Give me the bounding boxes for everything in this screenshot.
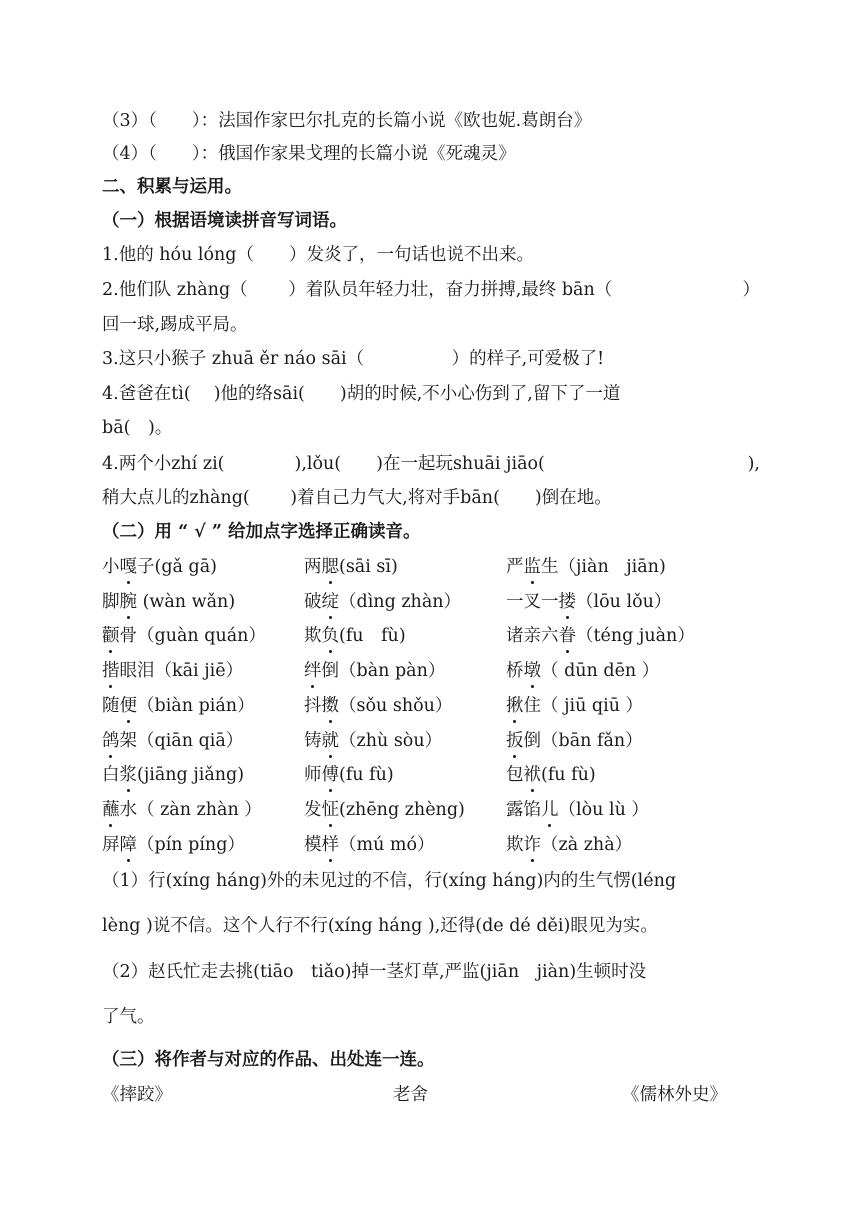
dotted-character: 障	[119, 835, 137, 855]
dotted-character: 扳	[506, 731, 524, 751]
grid-item-reading-options: 架（qiān qiā）	[119, 731, 244, 751]
dotted-character: 擞	[321, 696, 339, 716]
dotted-character: 负	[321, 626, 339, 646]
grid-item-reading-options: （biàn pián）	[137, 696, 255, 716]
grid-item-prefix: 脚	[102, 592, 120, 612]
grid-item-prefix: 破	[304, 592, 322, 612]
grid-item-reading-options: （dìng zhàn）	[339, 592, 462, 612]
grid-item	[304, 590, 461, 614]
dotted-character: 鸽	[102, 731, 120, 751]
question-3: （3）（ ）：法国作家巴尔扎克的长篇小说《欧也妮.葛朗台》	[102, 111, 592, 131]
grid-item-reading-options: （lòu lù ）	[558, 800, 649, 820]
sentence-5-text: 4.两个小zhí zi( ),lǒu( )在一起玩shuāi jiāo(	[102, 454, 545, 474]
grid-item	[506, 833, 632, 857]
grid-item	[102, 659, 243, 683]
grid-item-reading-options: （zhù sòu）	[339, 731, 443, 751]
sentence-5-line-1	[102, 452, 760, 476]
grid-item-prefix: 抖	[304, 696, 322, 716]
grid-item	[102, 555, 217, 579]
grid-item	[102, 590, 235, 614]
grid-item	[304, 798, 465, 822]
part-2-heading: （二）用 “ √ ” 给加点字选择正确读音。	[102, 522, 421, 542]
work-title-2: 《儒林外史》	[622, 1085, 727, 1105]
dotted-character: 浆	[119, 765, 137, 785]
sentence-4-line-1: 4.爸爸在tì( )他的络sāi( )胡的时候,不小心伤到了,留下了一道	[102, 384, 621, 404]
paragraph-2-line-2: 了气。	[102, 1007, 155, 1027]
dotted-character: 袱	[523, 765, 541, 785]
grid-item	[102, 763, 244, 787]
grid-item-reading-options: （lōu lǒu）	[576, 592, 672, 612]
grid-item	[506, 694, 643, 718]
sentence-2-bracket: ）	[742, 280, 760, 300]
question-4: （4）（ ）：俄国作家果戈理的长篇小说《死魂灵》	[102, 144, 516, 164]
grid-item-prefix: 欺	[506, 835, 524, 855]
grid-item	[304, 763, 394, 787]
grid-item	[102, 798, 262, 822]
dotted-character: 腮	[321, 557, 339, 577]
grid-item-reading-options: (sāi sī)	[339, 557, 398, 577]
sentence-2-line-2: 回一球,踢成平局。	[102, 315, 248, 335]
grid-item	[506, 555, 666, 579]
work-title-1: 《摔跤》	[102, 1085, 172, 1105]
grid-item-prefix: 欺	[304, 626, 322, 646]
grid-item	[506, 590, 671, 614]
dotted-character: 样	[321, 835, 339, 855]
grid-item-reading-options: (fu fù)	[339, 765, 394, 785]
dotted-character: 揪	[506, 696, 524, 716]
grid-item-prefix: 严	[506, 557, 524, 577]
grid-item-prefix: 小	[102, 557, 120, 577]
dotted-character: 揩	[102, 661, 120, 681]
grid-item-reading-options: （sǒu shǒu）	[339, 696, 453, 716]
dotted-character: 监	[523, 557, 541, 577]
grid-item	[304, 659, 445, 683]
grid-item-reading-options: （téng juàn）	[576, 626, 695, 646]
grid-item-prefix: 发	[304, 800, 322, 820]
grid-item-reading-options: 水（ zàn zhàn ）	[119, 800, 262, 820]
dotted-character: 腕	[119, 592, 137, 612]
paragraph-1-line-2: lèng )说不信。这个人行不行(xíng háng ),还得(de dé děi)眼见为实。	[102, 916, 658, 936]
dotted-character: 嘎	[119, 557, 137, 577]
grid-item-reading-options: （zà zhà）	[541, 835, 633, 855]
grid-item-reading-options: 眼泪（kāi jiē）	[119, 661, 244, 681]
dotted-character: 眷	[558, 626, 576, 646]
grid-item	[506, 659, 659, 683]
grid-item-reading-options: (zhēng zhèng)	[339, 800, 465, 820]
sentence-2-line-1	[102, 278, 760, 302]
dotted-character: 儿	[541, 800, 559, 820]
grid-item-prefix: 师	[304, 765, 322, 785]
author-name-1: 老舍	[393, 1085, 428, 1105]
grid-item-reading-options: （ dūn dēn ）	[541, 661, 660, 681]
sentence-5-line-2: 稍大点儿的zhàng( )着自己力气大,将对手bān( )倒在地。	[102, 488, 612, 508]
grid-item	[102, 624, 266, 648]
dotted-character: 颧	[102, 626, 120, 646]
grid-item-prefix: 一叉一	[506, 592, 559, 612]
grid-item-prefix: 白	[102, 765, 120, 785]
grid-item-prefix: 两	[304, 557, 322, 577]
grid-item-prefix: 铸	[304, 731, 322, 751]
grid-item	[304, 624, 406, 648]
sentence-2-text: 2.他们队 zhàng（ ）着队员年轻力壮，奋力拼搏,最终 bān（	[102, 280, 613, 300]
sentence-1: 1.他的 hóu lóng（ ）发炎了，一句话也说不出来。	[102, 245, 535, 265]
dotted-character: 蘸	[102, 800, 120, 820]
grid-item	[506, 729, 643, 753]
grid-item	[304, 694, 452, 718]
sentence-3: 3.这只小猴子 zhuā ěr náo sāi（ ）的样子,可爱极了!	[102, 349, 605, 369]
grid-item-prefix: 屏	[102, 835, 120, 855]
dotted-character: 绽	[321, 592, 339, 612]
grid-item	[102, 833, 245, 857]
grid-item-reading-options: 子(gǎ gā)	[137, 557, 217, 577]
dotted-character: 便	[119, 696, 137, 716]
grid-item-prefix: 诸亲六	[506, 626, 559, 646]
grid-item-reading-options: (fu fù)	[339, 626, 406, 646]
grid-item-prefix: 模	[304, 835, 322, 855]
grid-item-reading-options: (jiāng jiǎng)	[137, 765, 245, 785]
grid-item-reading-options: 倒（bān fǎn）	[523, 731, 643, 751]
grid-item-reading-options: （mú mó）	[339, 835, 435, 855]
grid-item-reading-options: 生（jiàn jiān)	[541, 557, 666, 577]
dotted-character: 怔	[321, 800, 339, 820]
section-heading: 二、积累与运用。	[102, 177, 242, 197]
paragraph-1-line-1: （1）行(xíng háng)外的未见过的不信，行(xíng háng)内的生气愣(léng	[102, 871, 677, 891]
part-3-heading: （三）将作者与对应的作品、出处连一连。	[102, 1050, 435, 1070]
dotted-character: 就	[321, 731, 339, 751]
grid-item	[304, 729, 442, 753]
grid-item-reading-options: （pín píng）	[137, 835, 245, 855]
grid-item	[102, 694, 255, 718]
dotted-character: 傅	[321, 765, 339, 785]
grid-item	[304, 555, 398, 579]
grid-item-prefix: 随	[102, 696, 120, 716]
grid-item	[102, 729, 243, 753]
grid-item	[506, 763, 596, 787]
grid-item	[506, 798, 649, 822]
grid-item-reading-options: (fu fù)	[541, 765, 596, 785]
grid-item	[506, 624, 695, 648]
grid-item-reading-options: 倒（bàn pàn）	[321, 661, 446, 681]
grid-item-prefix: 包	[506, 765, 524, 785]
grid-item-prefix: 桥	[506, 661, 524, 681]
grid-item	[304, 833, 435, 857]
dotted-character: 绊	[304, 661, 322, 681]
grid-item-reading-options: (wàn wǎn)	[137, 592, 236, 612]
part-1-heading: （一）根据语境读拼音写词语。	[102, 211, 347, 231]
sentence-5-bracket: ),	[747, 454, 760, 474]
grid-item-reading-options: 住（ jiū qiū ）	[523, 696, 644, 716]
dotted-character: 墩	[523, 661, 541, 681]
dotted-character: 诈	[523, 835, 541, 855]
sentence-4-line-2: bā( )。	[102, 418, 173, 438]
grid-item-reading-options: 骨（guàn quán）	[119, 626, 266, 646]
paragraph-2-line-1: （2）赵氏忙走去挑(tiāo tiǎo)掉一茎灯草,严监(jiān jiàn)生顿时没	[102, 962, 647, 982]
dotted-character: 搂	[558, 592, 576, 612]
grid-item-prefix: 露馅	[506, 800, 541, 820]
